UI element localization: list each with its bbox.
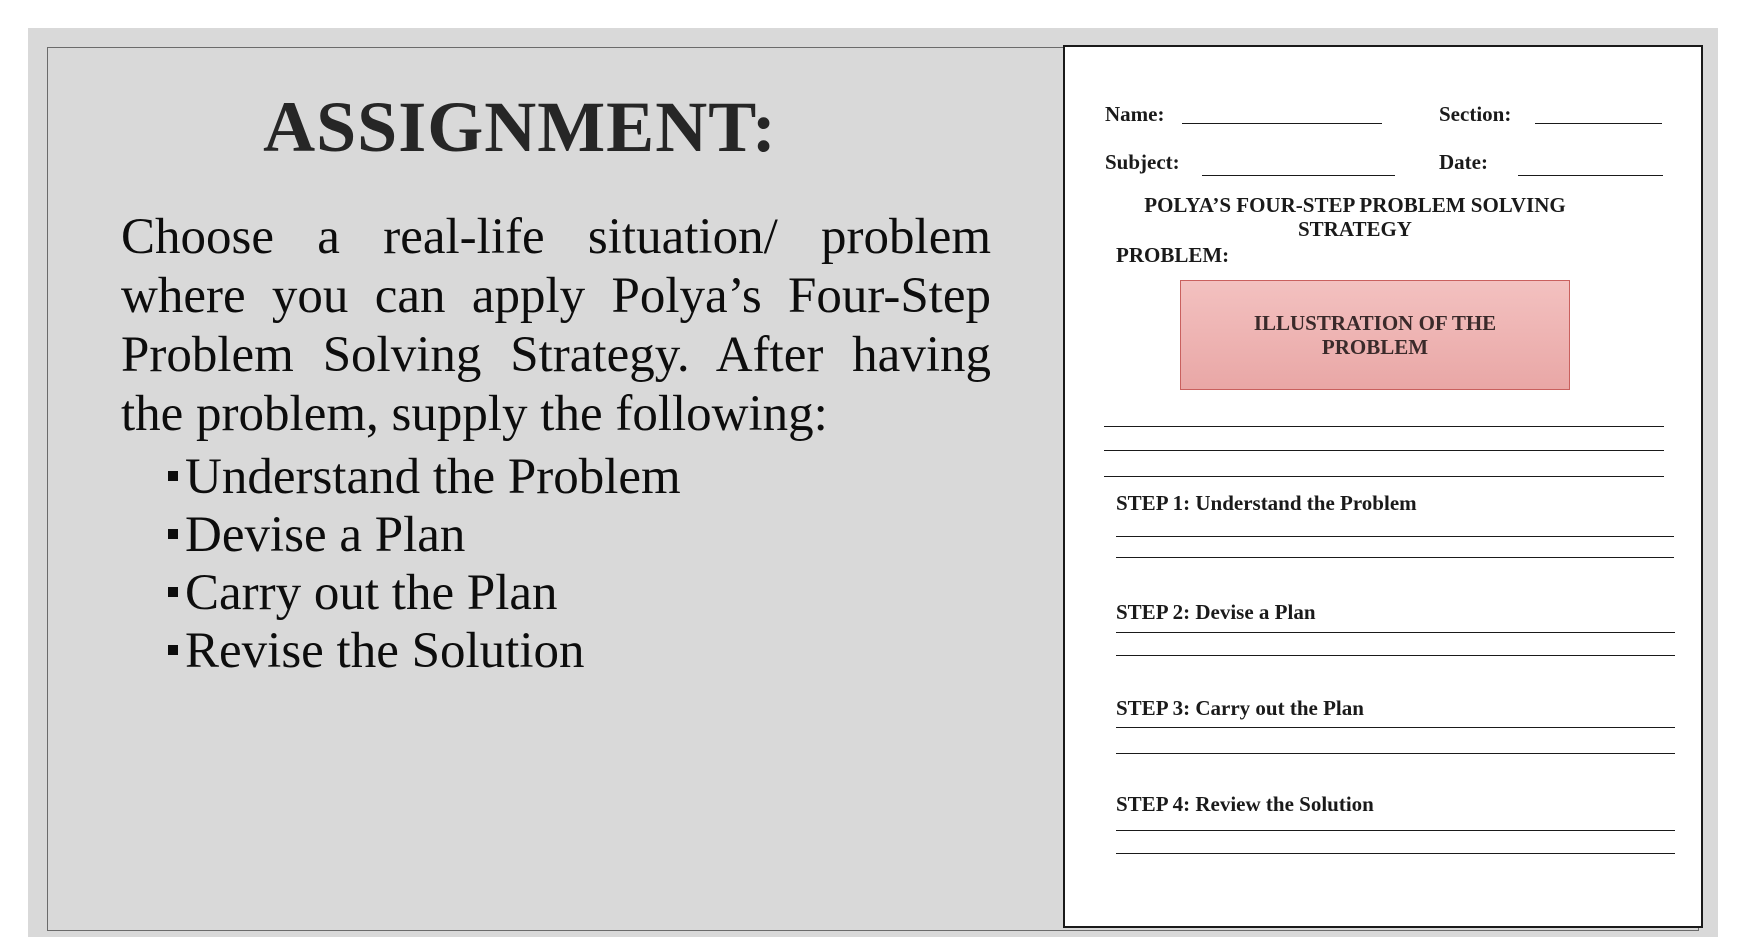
step-1-answer-line[interactable] (1116, 557, 1674, 558)
illustration-label: ILLUSTRATION OF THE PROBLEM (1253, 311, 1497, 359)
assignment-instructions: Choose a real-life situation/ problem where you can apply Polya’s Four-Step Problem Solving Strategy. After having the problem, supply the following: (121, 209, 991, 442)
name-label: Name: (1105, 102, 1165, 126)
step-1-answer-line[interactable] (1116, 536, 1674, 537)
step-bullet-list (168, 448, 681, 680)
problem-answer-line[interactable] (1104, 476, 1664, 477)
square-bullet-icon (168, 471, 178, 481)
name-field-line[interactable] (1182, 123, 1382, 124)
worksheet-panel (1063, 45, 1703, 928)
bullet-text: Carry out the Plan (185, 565, 558, 621)
list-item (168, 622, 681, 680)
date-label: Date: (1439, 150, 1488, 174)
assignment-title: ASSIGNMENT: (263, 87, 777, 167)
square-bullet-icon (168, 587, 178, 597)
worksheet-title-line1: POLYA’S FOUR-STEP PROBLEM SOLVING (1144, 193, 1566, 217)
step-3-answer-line[interactable] (1116, 753, 1675, 754)
worksheet-title (1125, 193, 1585, 241)
problem-label: PROBLEM: (1116, 243, 1230, 267)
section-field-line[interactable] (1535, 123, 1662, 124)
square-bullet-icon (168, 645, 178, 655)
bullet-text: Revise the Solution (185, 623, 585, 679)
step-1-label: STEP 1: Understand the Problem (1116, 491, 1417, 515)
problem-answer-line[interactable] (1104, 426, 1664, 427)
bullet-text: Devise a Plan (185, 507, 466, 563)
list-item (168, 448, 681, 506)
step-2-answer-line[interactable] (1116, 632, 1675, 633)
section-label: Section: (1439, 102, 1512, 126)
problem-answer-line[interactable] (1104, 450, 1664, 451)
step-2-label: STEP 2: Devise a Plan (1116, 600, 1316, 624)
step-4-answer-line[interactable] (1116, 830, 1675, 831)
step-3-label: STEP 3: Carry out the Plan (1116, 696, 1364, 720)
step-2-answer-line[interactable] (1116, 655, 1675, 656)
date-field-line[interactable] (1518, 175, 1663, 176)
step-3-answer-line[interactable] (1116, 727, 1675, 728)
worksheet-title-line2: STRATEGY (1298, 217, 1412, 241)
step-4-label: STEP 4: Review the Solution (1116, 792, 1374, 816)
square-bullet-icon (168, 529, 178, 539)
subject-label: Subject: (1105, 150, 1180, 174)
subject-field-line[interactable] (1202, 175, 1395, 176)
bullet-text: Understand the Problem (185, 449, 681, 505)
illustration-box (1180, 280, 1570, 390)
list-item (168, 564, 681, 622)
step-4-answer-line[interactable] (1116, 853, 1675, 854)
list-item (168, 506, 681, 564)
